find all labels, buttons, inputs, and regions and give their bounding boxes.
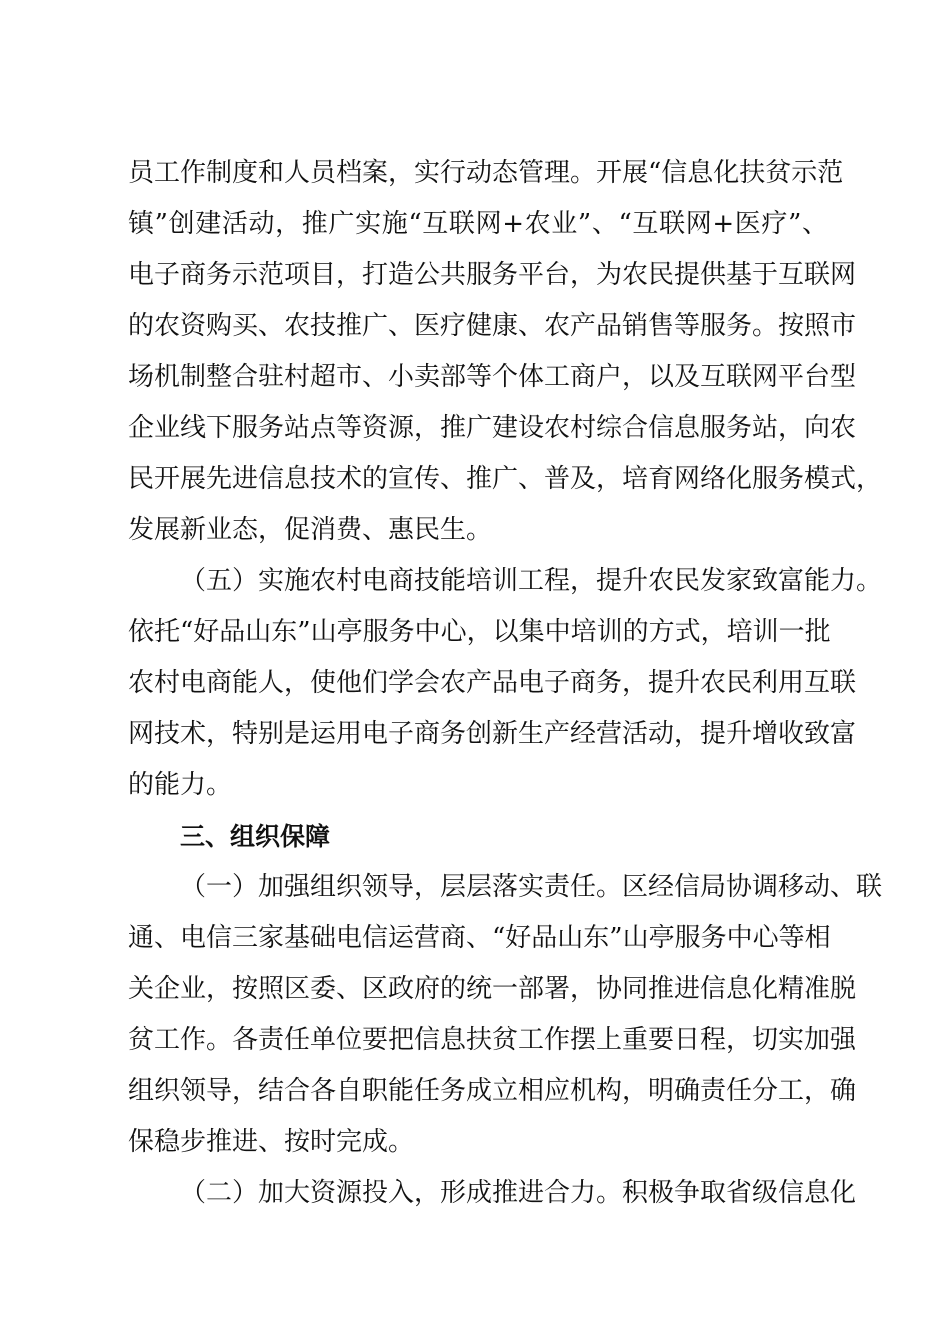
text-line: 关企业，按照区委、区政府的统一部署，协同推进信息化精准脱: [128, 974, 857, 1004]
text-line: 场机制整合驻村超市、小卖部等个体工商户，以及互联网平台型: [128, 362, 857, 392]
text-line: （一）加强组织领导，层层落实责任。区经信局协调移动、联: [180, 872, 883, 902]
text-line: 农村电商能人，使他们学会农产品电子商务，提升农民利用互联: [128, 668, 857, 698]
text-line: 发展新业态，促消费、惠民生。: [128, 515, 493, 545]
text-line: 通、电信三家基础电信运营商、“好品山东”山亭服务中心等相: [128, 923, 831, 953]
text-line: 员工作制度和人员档案，实行动态管理。开展“信息化扶贫示范: [128, 158, 844, 188]
text-line: 的农资购买、农技推广、医疗健康、农产品销售等服务。按照市: [128, 311, 857, 341]
text-line: 贫工作。各责任单位要把信息扶贫工作摆上重要日程，切实加强: [128, 1025, 857, 1055]
text-line: 镇”创建活动，推广实施“互联网+农业”、“互联网+医疗”、: [128, 209, 828, 239]
text-line: （二）加大资源投入，形成推进合力。积极争取省级信息化: [180, 1178, 857, 1208]
paragraph-resource-investment: [128, 1168, 857, 1219]
paragraph-management: [128, 148, 883, 556]
paragraph-ecommerce-training: [128, 556, 883, 811]
text-line: 民开展先进信息技术的宣传、推广、普及，培育网络化服务模式，: [128, 464, 883, 494]
document-body: [128, 148, 883, 1219]
paragraph-organization-leadership: [128, 862, 883, 1168]
section-heading: 三、组织保障: [180, 822, 331, 851]
text-line: （五）实施农村电商技能培训工程，提升农民发家致富能力。: [180, 566, 883, 596]
text-line: 电子商务示范项目，打造公共服务平台，为农民提供基于互联网: [128, 260, 857, 290]
text-line: 组织领导，结合各自职能任务成立相应机构，明确责任分工，确: [128, 1076, 857, 1106]
text-line: 保稳步推进、按时完成。: [128, 1127, 415, 1157]
text-line: 依托“好品山东”山亭服务中心，以集中培训的方式，培训一批: [128, 617, 831, 647]
text-line: 网技术，特别是运用电子商务创新生产经营活动，提升增收致富: [128, 719, 857, 749]
text-line: 的能力。: [128, 770, 233, 800]
text-line: 企业线下服务站点等资源，推广建设农村综合信息服务站，向农: [128, 413, 857, 443]
